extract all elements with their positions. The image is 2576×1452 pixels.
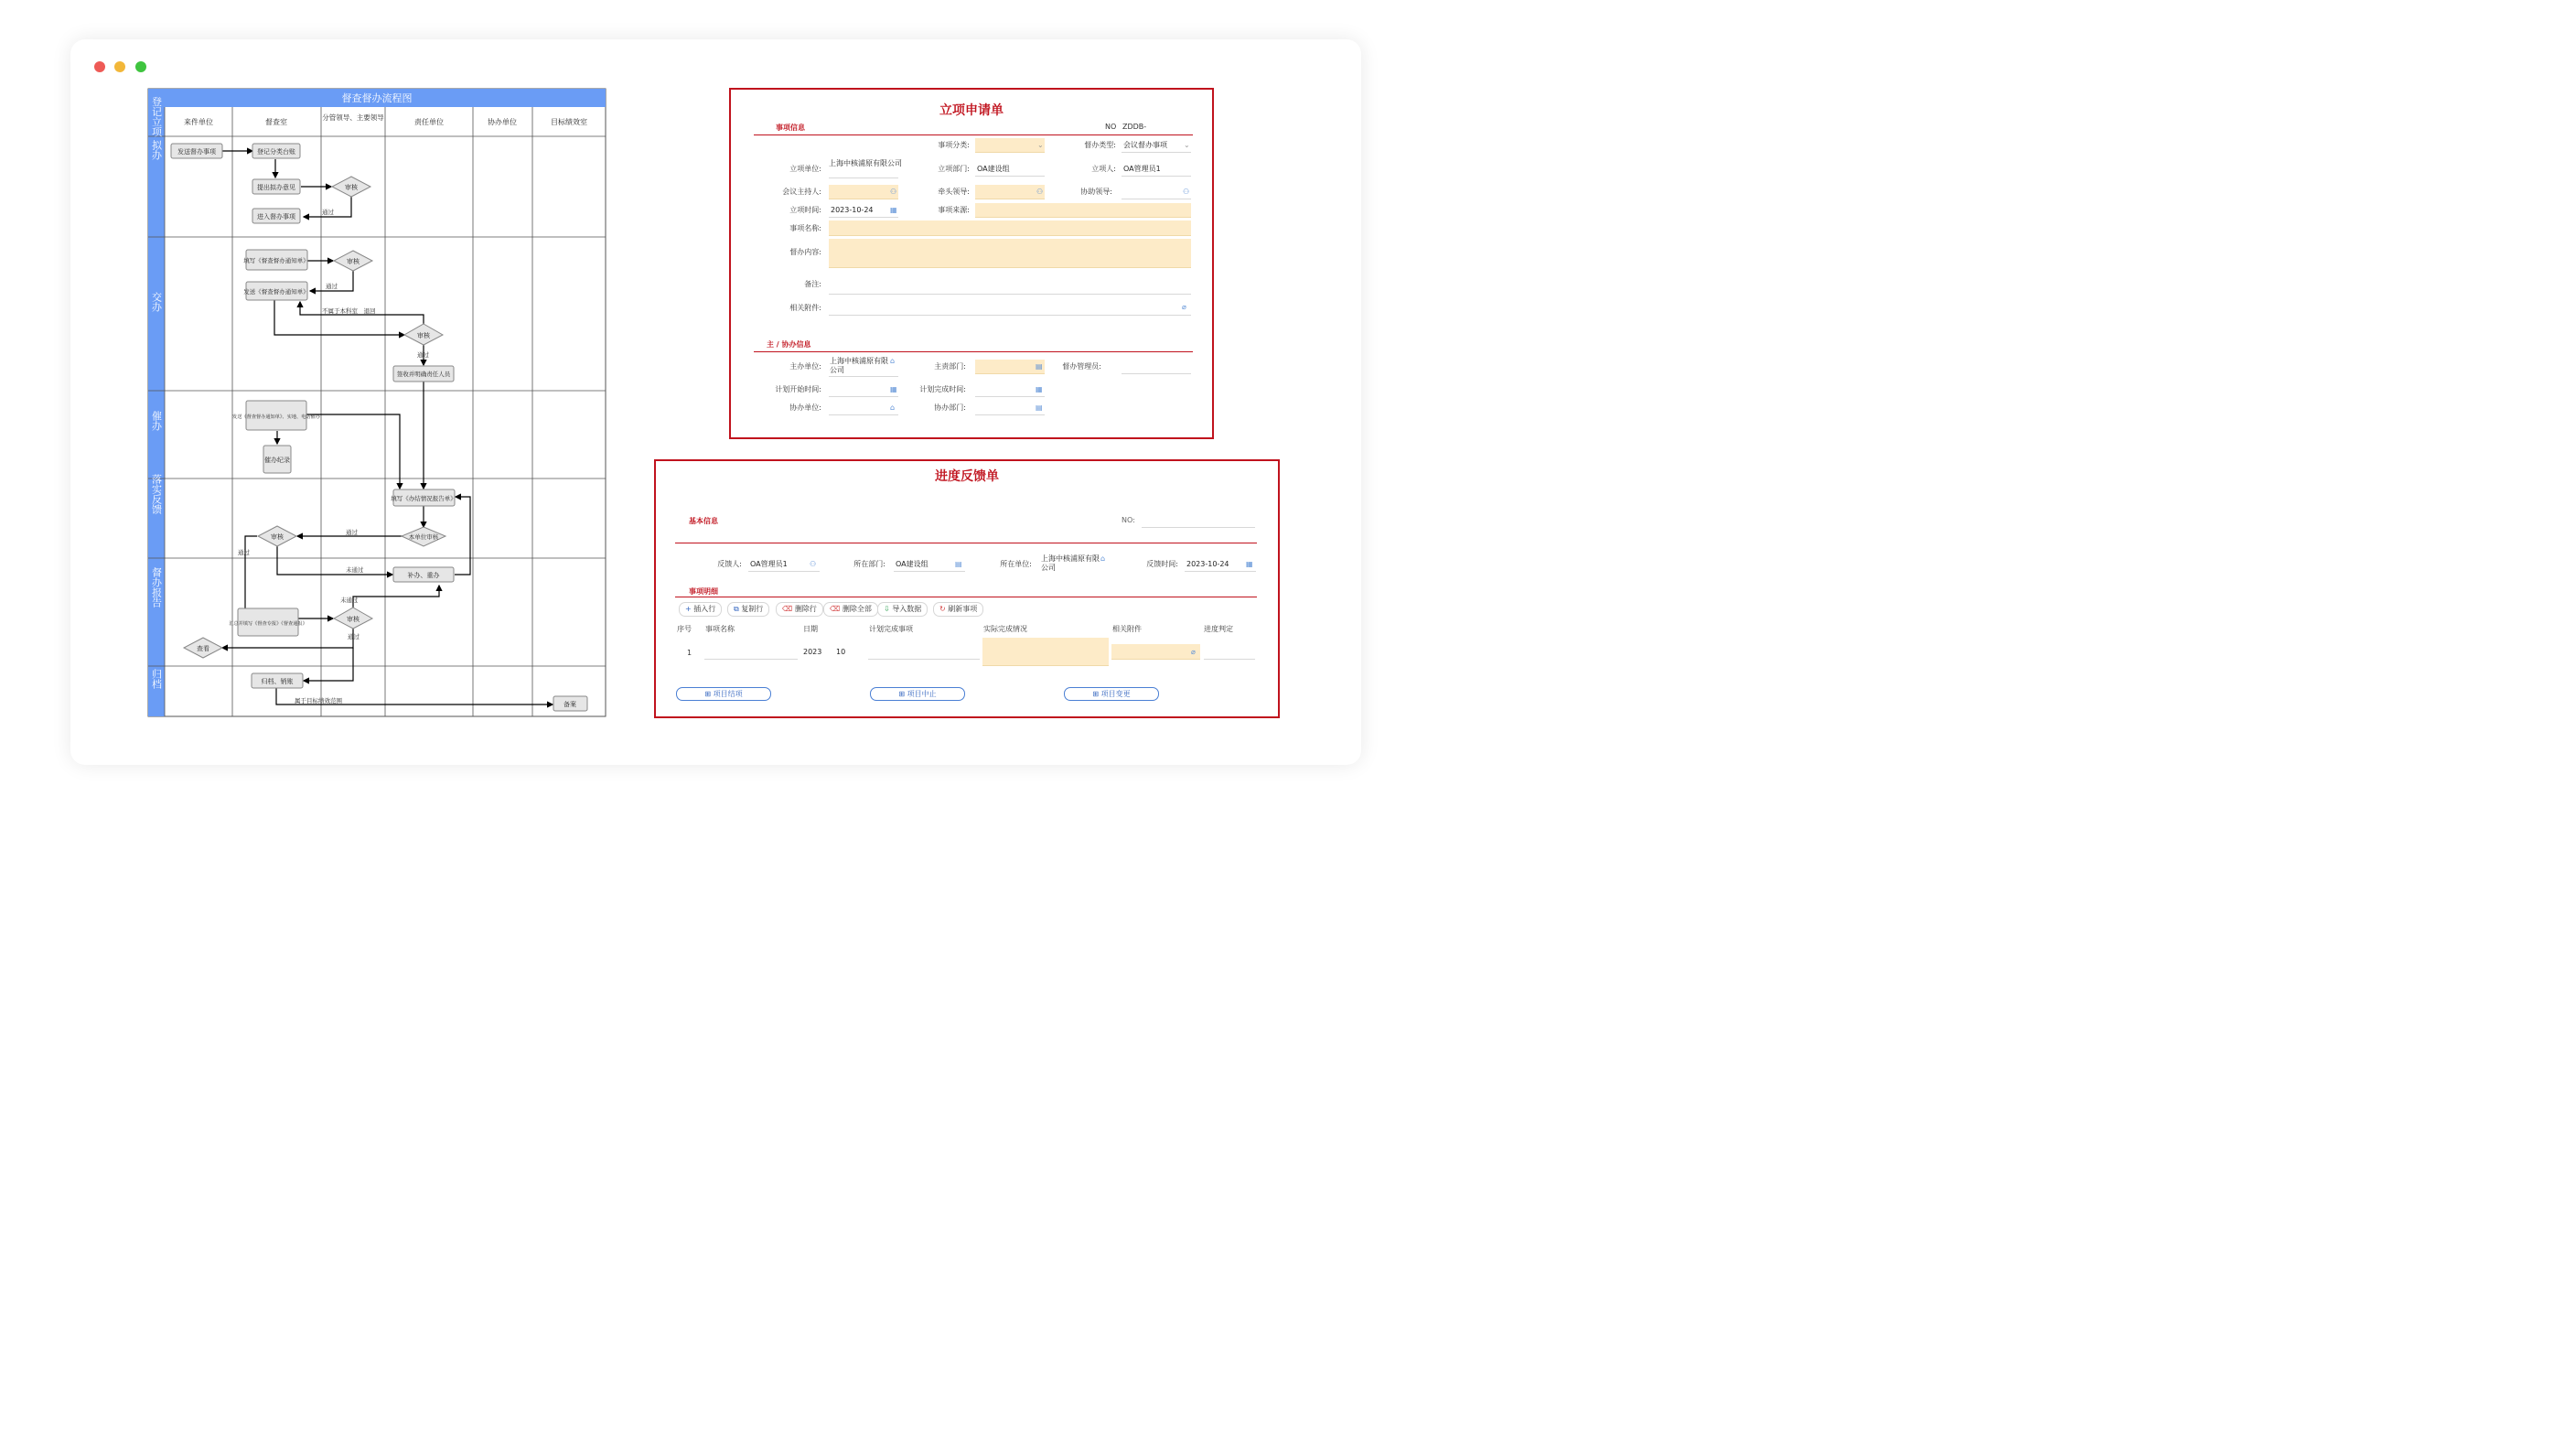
source-label: 事项来源: — [938, 206, 970, 214]
import-data-label: 导入数据 — [892, 605, 922, 613]
node-enter-supervise: 进入督办事项 — [257, 213, 295, 220]
copy-row-label: 复制行 — [741, 605, 764, 613]
content-label: 督办内容: — [789, 248, 821, 256]
lane-label-feedback: 落实反馈 — [150, 474, 163, 514]
suspend-project-icon: ⊞ — [898, 690, 906, 698]
assist-leader-label: 协助领导: — [1080, 188, 1112, 196]
col-header-performance: 目标绩效室 — [551, 118, 587, 126]
main-unit-underline — [829, 376, 898, 377]
project-section-divider-1 — [754, 134, 1193, 135]
project-no-value: ZDDB- — [1122, 123, 1147, 131]
edge-label-pass-5: 通过 — [238, 549, 250, 556]
project-close-button[interactable] — [676, 687, 771, 701]
feedback-section-basic: 基本信息 — [689, 517, 718, 525]
edge-label-fail-2: 未通过 — [340, 597, 359, 604]
feedback-no-label: NO: — [1122, 516, 1135, 524]
lane-label-archive: 归档 — [150, 669, 163, 689]
refresh-items-label: 刷新事项 — [948, 605, 978, 613]
edge-label-pass-6: 通过 — [348, 633, 360, 640]
feedback-no-input[interactable] — [1142, 527, 1255, 528]
row-name-input[interactable] — [704, 645, 798, 660]
remark-textarea[interactable] — [829, 274, 1191, 295]
project-change-label: 项目变更 — [1100, 690, 1131, 698]
assist-leader-input[interactable] — [1122, 185, 1191, 199]
assist-unit-label: 协办单位: — [789, 403, 821, 412]
source-input[interactable] — [975, 203, 1191, 218]
category-label: 事项分类: — [938, 141, 970, 149]
category-chevron-down-icon[interactable]: ⌄ — [1037, 141, 1044, 149]
refresh-items-button[interactable] — [933, 602, 983, 617]
lead-leader-user-icon[interactable]: ⚇ — [1036, 188, 1044, 196]
feedback-dept-value: OA建设组 — [894, 557, 965, 572]
unit-label: 立项单位: — [789, 165, 821, 173]
project-section-info: 事项信息 — [776, 124, 805, 132]
node-review-4: 审核 — [271, 533, 284, 541]
assist-dept-label: 协办部门: — [934, 403, 966, 412]
person-label: 立项人: — [1091, 165, 1116, 173]
project-suspend-button[interactable] — [870, 687, 965, 701]
close-project-icon: ⊞ — [704, 690, 712, 698]
window-minimize-button[interactable] — [114, 61, 125, 72]
project-no-label: NO — [1105, 123, 1117, 131]
lane-label-urge: 催办 — [150, 411, 163, 431]
delete-row-button[interactable] — [776, 602, 823, 617]
feedback-form-frame — [654, 459, 1280, 718]
lane-label-report: 督办报告 — [150, 567, 163, 608]
th-actual: 实际完成情况 — [983, 625, 1027, 633]
time-calendar-icon[interactable]: ▦ — [890, 206, 897, 214]
change-project-icon: ⊞ — [1092, 690, 1100, 698]
feedback-time-calendar-icon[interactable]: ▦ — [1246, 560, 1253, 568]
plan-start-calendar-icon[interactable]: ▦ — [890, 385, 897, 393]
project-change-button[interactable] — [1064, 687, 1159, 701]
name-input[interactable] — [829, 220, 1191, 236]
time-label: 立项时间: — [789, 206, 821, 214]
main-unit-building-icon[interactable]: ⌂ — [890, 357, 896, 365]
node-view: 查看 — [197, 645, 209, 652]
node-summary: 汇总并填写《督查专报》《督查通报》 — [229, 621, 307, 627]
plan-end-input[interactable] — [975, 382, 1045, 397]
node-urge-record: 催办纪录 — [264, 457, 290, 464]
feedback-person-value: OA管理员1 — [748, 557, 820, 572]
feedback-time-label: 反馈时间: — [1146, 560, 1178, 568]
node-review-2: 审核 — [347, 258, 360, 265]
remark-label: 备注: — [804, 280, 821, 288]
feedback-unit-value: 上海中核浦原有限公司 — [1041, 554, 1100, 572]
plan-start-label: 计划开始时间: — [775, 385, 821, 393]
node-sign-confirm: 签收并明确责任人员 — [396, 371, 451, 378]
feedback-unit-building-icon[interactable]: ⌂ — [1100, 554, 1106, 563]
assist-dept-input[interactable] — [975, 401, 1045, 415]
name-label: 事项名称: — [789, 224, 821, 232]
node-review-3: 审核 — [417, 332, 430, 339]
edge-label-pass-1: 通过 — [322, 209, 334, 216]
lead-leader-label: 牵头领导: — [938, 188, 970, 196]
lane-label-register: 登记立项 拟办 — [150, 96, 163, 160]
unit-underline — [829, 177, 898, 178]
category-select[interactable] — [975, 138, 1045, 153]
assist-unit-building-icon[interactable]: ⌂ — [890, 403, 896, 412]
insert-row-button[interactable] — [679, 602, 722, 617]
th-judge: 进度判定 — [1204, 625, 1233, 633]
node-review-5: 审核 — [347, 616, 360, 623]
feedback-dept-list-icon[interactable]: ▤ — [955, 560, 962, 568]
th-plan: 计划完成事项 — [869, 625, 913, 633]
supervise-type-select[interactable]: 会议督办事项 — [1122, 138, 1191, 153]
feedback-dept-label: 所在部门: — [853, 560, 886, 568]
copy-row-button[interactable] — [727, 602, 769, 617]
supervise-type-label: 督办类型: — [1084, 141, 1116, 149]
main-unit-label: 主办单位: — [789, 362, 821, 371]
feedback-section-detail: 事项明细 — [689, 587, 718, 596]
feedback-form-title: 进度反馈单 — [935, 469, 999, 484]
plan-end-calendar-icon[interactable]: ▦ — [1036, 385, 1043, 393]
host-input[interactable] — [829, 185, 898, 199]
row-date-value[interactable]: 2023 — [803, 648, 821, 656]
lane-label-assign: 交办 — [150, 292, 163, 312]
edge-label-target-scope: 属于目标绩效范围 — [295, 697, 342, 704]
col-header-responsible: 责任单位 — [414, 118, 444, 126]
delete-all-label: 删除全部 — [842, 605, 872, 613]
row-judge-input[interactable] — [1204, 645, 1255, 660]
node-record: 备案 — [564, 701, 576, 708]
host-label: 会议主持人: — [782, 188, 821, 196]
host-user-icon[interactable]: ⚇ — [890, 188, 897, 196]
flowchart-title: 督查督办流程图 — [341, 92, 413, 104]
node-send-item: 发送督办事项 — [177, 148, 216, 156]
trash-all-icon: ⌫ — [830, 605, 841, 613]
feedback-person-user-icon[interactable]: ⚇ — [810, 560, 817, 568]
assist-unit-input[interactable] — [829, 401, 898, 415]
th-name: 事项名称 — [705, 625, 735, 633]
project-suspend-label: 项目中止 — [907, 690, 937, 698]
feedback-unit-label: 所在单位: — [1000, 560, 1032, 568]
window-close-button[interactable] — [94, 61, 105, 72]
project-form-title: 立项申请单 — [939, 103, 1004, 118]
node-unit-review: 本单位审核 — [408, 533, 439, 541]
plus-icon: + — [685, 605, 692, 613]
main-unit-value: 上海中核浦原有限公司 — [830, 357, 888, 374]
feedback-person-label: 反馈人: — [717, 560, 742, 568]
row-attach-field[interactable] — [1111, 644, 1200, 660]
dept-label: 立项部门: — [938, 165, 970, 173]
insert-row-label: 插入行 — [693, 605, 716, 613]
row-seq: 1 — [687, 649, 692, 657]
time-input[interactable]: 2023-10-24 — [829, 203, 898, 218]
main-dept-label: 主责部门: — [934, 362, 966, 371]
node-review-1: 审核 — [345, 184, 358, 191]
node-send-notice: 发送《督查督办通知单》 — [243, 288, 309, 296]
edge-label-fail-1: 未通过 — [346, 566, 364, 574]
node-fill-report: 填写《办结情况报告单》 — [391, 495, 456, 502]
plan-start-input[interactable] — [829, 382, 898, 397]
supervise-type-chevron-down-icon[interactable]: ⌄ — [1184, 141, 1190, 149]
edge-label-pass-3: 通过 — [417, 351, 429, 359]
node-send-urge: 发送《督查督办通知单》、实地、电话催办 — [232, 414, 320, 420]
window-maximize-button[interactable] — [135, 61, 146, 72]
node-supplement: 补办、重办 — [407, 572, 440, 579]
attach-paperclip-icon[interactable]: ⌀ — [1182, 303, 1186, 311]
main-dept-list-icon[interactable]: ▤ — [1036, 362, 1043, 371]
attach-label: 相关附件: — [789, 304, 821, 312]
project-section-divider-2 — [754, 351, 1193, 352]
th-attach: 相关附件 — [1112, 625, 1142, 633]
copy-icon: ⧉ — [734, 605, 739, 613]
node-fill-notice: 填写《督查督办通知单》 — [243, 257, 309, 264]
node-propose: 提出拟办意见 — [257, 184, 295, 191]
attach-field[interactable] — [829, 299, 1191, 316]
row-actual-textarea[interactable] — [982, 638, 1109, 666]
edge-label-not-dept-return: 不属于本科室 退回 — [322, 307, 376, 315]
col-header-leaders: 分管领导、主要领导 — [322, 113, 384, 122]
edge-label-pass-2: 通过 — [326, 283, 338, 290]
col-header-assist: 协办单位 — [488, 118, 517, 126]
dept-value: OA建设组 — [975, 162, 1045, 177]
content-textarea[interactable] — [829, 239, 1191, 268]
delete-row-label: 删除行 — [794, 605, 817, 613]
import-icon: ⇩ — [884, 605, 890, 613]
node-archive: 归档、销账 — [261, 678, 294, 685]
col-header-source: 来件单位 — [184, 118, 213, 126]
feedback-time-input[interactable]: 2023-10-24 — [1185, 557, 1256, 572]
row-plan-value[interactable]: 10 — [836, 648, 846, 656]
main-dept-input[interactable] — [975, 360, 1045, 374]
row-attach-paperclip-icon[interactable]: ⌀ — [1191, 648, 1196, 656]
project-section-host: 主 / 协办信息 — [767, 340, 811, 349]
node-register: 登记分类台账 — [257, 148, 295, 156]
refresh-icon: ↻ — [939, 605, 946, 613]
import-data-button[interactable] — [877, 602, 928, 617]
col-header-office: 督查室 — [265, 118, 287, 126]
project-close-label: 项目结项 — [713, 690, 743, 698]
delete-all-button[interactable] — [823, 602, 878, 617]
unit-value: 上海中核浦原有限公司 — [829, 159, 902, 167]
plan-end-label: 计划完成时间: — [919, 385, 966, 393]
supervision-flowchart — [147, 88, 607, 718]
th-seq: 序号 — [677, 625, 692, 633]
admin-label: 督办管理员: — [1062, 362, 1101, 371]
row-plan-underline — [868, 659, 980, 660]
lead-leader-input[interactable] — [975, 185, 1045, 199]
assist-dept-list-icon[interactable]: ▤ — [1036, 403, 1043, 412]
edge-label-pass-4: 通过 — [346, 529, 358, 536]
assist-leader-user-icon[interactable]: ⚇ — [1183, 188, 1190, 196]
person-value: OA管理员1 — [1122, 162, 1191, 177]
admin-input[interactable] — [1122, 360, 1191, 374]
th-date: 日期 — [803, 625, 818, 633]
trash-icon: ⌫ — [782, 605, 793, 613]
